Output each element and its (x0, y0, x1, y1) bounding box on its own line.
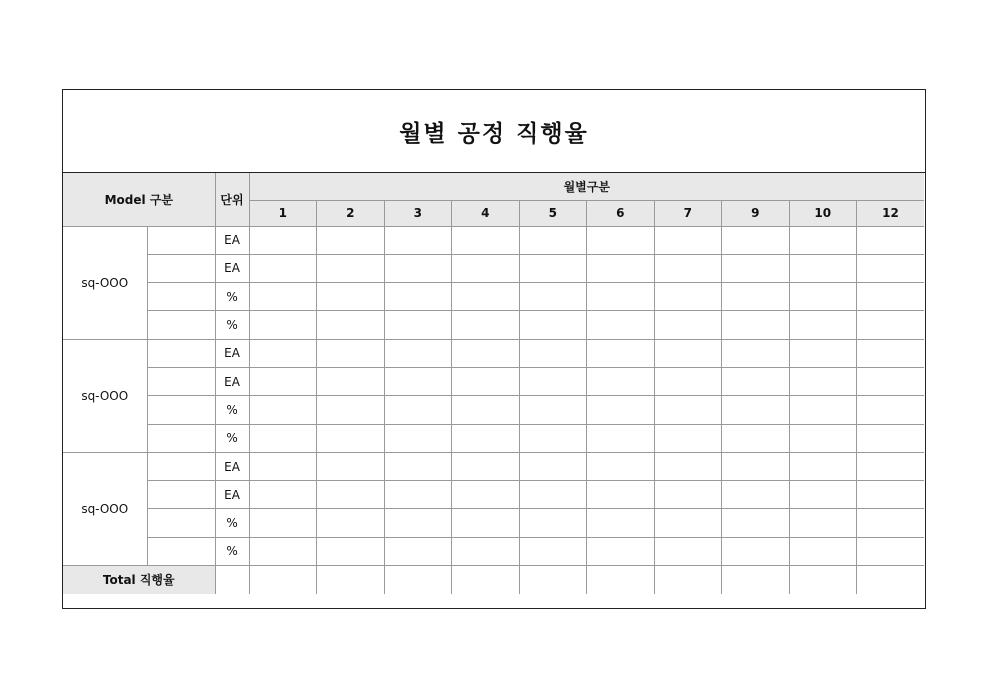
month-value-cell[interactable] (587, 254, 655, 282)
table-row (63, 424, 924, 452)
month-value-cell[interactable] (654, 537, 722, 565)
month-value-cell[interactable] (789, 367, 857, 395)
month-value-cell[interactable] (249, 452, 317, 480)
month-value-cell[interactable] (857, 339, 925, 367)
sub-item-cell[interactable] (147, 283, 215, 311)
month-value-cell[interactable] (654, 311, 722, 339)
total-value-cell[interactable] (384, 566, 452, 594)
month-group-header: 월별구분 (249, 173, 924, 200)
total-value-cell[interactable] (452, 566, 520, 594)
sub-item-cell[interactable] (147, 396, 215, 424)
month-header: 5 (519, 200, 587, 226)
month-value-cell[interactable] (789, 254, 857, 282)
month-value-cell[interactable] (249, 537, 317, 565)
month-value-cell[interactable] (519, 367, 587, 395)
month-value-cell[interactable] (789, 311, 857, 339)
yield-table (63, 173, 924, 594)
month-value-cell[interactable] (384, 424, 452, 452)
total-value-cell[interactable] (317, 566, 385, 594)
month-value-cell[interactable] (452, 396, 520, 424)
month-header: 4 (452, 200, 520, 226)
month-value-cell[interactable] (452, 254, 520, 282)
month-value-cell[interactable] (317, 339, 385, 367)
unit-cell: EA (215, 254, 249, 282)
month-value-cell[interactable] (722, 367, 790, 395)
table-row (63, 367, 924, 395)
month-value-cell[interactable] (317, 509, 385, 537)
month-value-cell[interactable] (722, 481, 790, 509)
sub-item-cell[interactable] (147, 509, 215, 537)
month-value-cell[interactable] (722, 283, 790, 311)
unit-cell: % (215, 311, 249, 339)
model-header: Model 구분 (63, 173, 215, 226)
table-row (63, 254, 924, 282)
total-unit-cell[interactable] (215, 566, 249, 594)
document-frame (62, 89, 926, 609)
total-value-cell[interactable] (249, 566, 317, 594)
month-value-cell[interactable] (317, 452, 385, 480)
month-value-cell[interactable] (587, 283, 655, 311)
unit-cell: EA (215, 452, 249, 480)
month-header: 1 (249, 200, 317, 226)
month-value-cell[interactable] (317, 424, 385, 452)
month-value-cell[interactable] (384, 367, 452, 395)
sub-item-cell[interactable] (147, 339, 215, 367)
month-value-cell[interactable] (857, 509, 925, 537)
month-value-cell[interactable] (384, 339, 452, 367)
month-value-cell[interactable] (722, 339, 790, 367)
month-value-cell[interactable] (249, 396, 317, 424)
month-value-cell[interactable] (452, 537, 520, 565)
month-value-cell[interactable] (317, 283, 385, 311)
month-value-cell[interactable] (857, 283, 925, 311)
unit-cell: % (215, 424, 249, 452)
unit-cell: % (215, 396, 249, 424)
month-value-cell[interactable] (587, 481, 655, 509)
table-row (63, 509, 924, 537)
month-value-cell[interactable] (857, 537, 925, 565)
month-value-cell[interactable] (789, 339, 857, 367)
month-header: 7 (654, 200, 722, 226)
month-value-cell[interactable] (654, 509, 722, 537)
month-value-cell[interactable] (654, 396, 722, 424)
month-value-cell[interactable] (249, 311, 317, 339)
page-title: 월별 공정 직행율 (399, 120, 589, 147)
total-value-cell[interactable] (857, 566, 925, 594)
month-header: 3 (384, 200, 452, 226)
sub-item-cell[interactable] (147, 226, 215, 254)
month-value-cell[interactable] (654, 283, 722, 311)
month-value-cell[interactable] (519, 509, 587, 537)
month-value-cell[interactable] (249, 481, 317, 509)
month-value-cell[interactable] (587, 509, 655, 537)
month-value-cell[interactable] (519, 396, 587, 424)
unit-cell: % (215, 283, 249, 311)
month-value-cell[interactable] (452, 481, 520, 509)
unit-cell: % (215, 509, 249, 537)
month-value-cell[interactable] (249, 254, 317, 282)
model-name-cell: sq-OOO (63, 226, 147, 339)
month-value-cell[interactable] (384, 481, 452, 509)
month-value-cell[interactable] (452, 226, 520, 254)
month-value-cell[interactable] (857, 481, 925, 509)
month-value-cell[interactable] (587, 339, 655, 367)
table-row (63, 311, 924, 339)
month-value-cell[interactable] (519, 311, 587, 339)
month-value-cell[interactable] (384, 254, 452, 282)
month-value-cell[interactable] (857, 254, 925, 282)
month-value-cell[interactable] (452, 452, 520, 480)
total-value-cell[interactable] (789, 566, 857, 594)
sub-item-cell[interactable] (147, 452, 215, 480)
month-header: 2 (317, 200, 385, 226)
month-value-cell[interactable] (722, 226, 790, 254)
month-value-cell[interactable] (384, 452, 452, 480)
month-value-cell[interactable] (249, 283, 317, 311)
month-header: 10 (789, 200, 857, 226)
month-value-cell[interactable] (789, 424, 857, 452)
unit-cell: EA (215, 226, 249, 254)
month-value-cell[interactable] (722, 537, 790, 565)
month-value-cell[interactable] (587, 424, 655, 452)
total-value-cell[interactable] (722, 566, 790, 594)
model-name-cell: sq-OOO (63, 339, 147, 452)
total-label: Total 직행율 (63, 566, 215, 594)
month-value-cell[interactable] (519, 339, 587, 367)
month-value-cell[interactable] (317, 311, 385, 339)
month-value-cell[interactable] (519, 226, 587, 254)
month-value-cell[interactable] (249, 339, 317, 367)
month-header: 6 (587, 200, 655, 226)
month-value-cell[interactable] (249, 424, 317, 452)
month-value-cell[interactable] (384, 226, 452, 254)
month-value-cell[interactable] (789, 537, 857, 565)
month-value-cell[interactable] (519, 283, 587, 311)
month-value-cell[interactable] (317, 396, 385, 424)
month-value-cell[interactable] (384, 283, 452, 311)
table-row (63, 396, 924, 424)
month-value-cell[interactable] (857, 367, 925, 395)
month-value-cell[interactable] (452, 367, 520, 395)
title-box (63, 90, 925, 173)
table-row (63, 283, 924, 311)
month-value-cell[interactable] (249, 226, 317, 254)
unit-cell: % (215, 537, 249, 565)
table-row (63, 537, 924, 565)
unit-cell: EA (215, 481, 249, 509)
month-value-cell[interactable] (654, 339, 722, 367)
model-name-cell: sq-OOO (63, 452, 147, 565)
month-header: 9 (722, 200, 790, 226)
month-value-cell[interactable] (722, 396, 790, 424)
month-value-cell[interactable] (587, 367, 655, 395)
unit-header: 단위 (215, 173, 249, 226)
month-value-cell[interactable] (654, 367, 722, 395)
month-value-cell[interactable] (317, 226, 385, 254)
month-value-cell[interactable] (587, 396, 655, 424)
total-value-cell[interactable] (654, 566, 722, 594)
month-value-cell[interactable] (789, 226, 857, 254)
month-value-cell[interactable] (519, 424, 587, 452)
month-value-cell[interactable] (587, 226, 655, 254)
sub-item-cell[interactable] (147, 311, 215, 339)
month-value-cell[interactable] (452, 339, 520, 367)
month-value-cell[interactable] (249, 367, 317, 395)
month-value-cell[interactable] (789, 481, 857, 509)
month-value-cell[interactable] (789, 509, 857, 537)
month-value-cell[interactable] (722, 452, 790, 480)
month-value-cell[interactable] (654, 452, 722, 480)
sub-item-cell[interactable] (147, 481, 215, 509)
month-value-cell[interactable] (452, 283, 520, 311)
month-header: 12 (857, 200, 925, 226)
month-value-cell[interactable] (857, 424, 925, 452)
total-value-cell[interactable] (519, 566, 587, 594)
table-row (63, 452, 924, 480)
month-value-cell[interactable] (789, 452, 857, 480)
month-value-cell[interactable] (857, 311, 925, 339)
month-value-cell[interactable] (722, 424, 790, 452)
month-value-cell[interactable] (384, 537, 452, 565)
month-value-cell[interactable] (857, 396, 925, 424)
unit-cell: EA (215, 339, 249, 367)
table-row (63, 226, 924, 254)
month-value-cell[interactable] (722, 311, 790, 339)
month-value-cell[interactable] (249, 509, 317, 537)
month-value-cell[interactable] (519, 481, 587, 509)
month-value-cell[interactable] (519, 452, 587, 480)
month-value-cell[interactable] (789, 396, 857, 424)
month-value-cell[interactable] (654, 424, 722, 452)
month-value-cell[interactable] (654, 254, 722, 282)
month-value-cell[interactable] (722, 254, 790, 282)
month-value-cell[interactable] (317, 254, 385, 282)
month-value-cell[interactable] (384, 311, 452, 339)
month-value-cell[interactable] (384, 396, 452, 424)
table-row (63, 339, 924, 367)
total-row (63, 566, 924, 594)
month-value-cell[interactable] (654, 226, 722, 254)
month-value-cell[interactable] (317, 367, 385, 395)
sub-item-cell[interactable] (147, 254, 215, 282)
month-value-cell[interactable] (722, 509, 790, 537)
unit-cell: EA (215, 367, 249, 395)
month-value-cell[interactable] (857, 226, 925, 254)
month-value-cell[interactable] (587, 537, 655, 565)
total-value-cell[interactable] (587, 566, 655, 594)
sub-item-cell[interactable] (147, 424, 215, 452)
table-row (63, 481, 924, 509)
sub-item-cell[interactable] (147, 537, 215, 565)
month-value-cell[interactable] (452, 424, 520, 452)
month-value-cell[interactable] (317, 537, 385, 565)
month-value-cell[interactable] (519, 537, 587, 565)
month-value-cell[interactable] (519, 254, 587, 282)
month-value-cell[interactable] (452, 311, 520, 339)
month-value-cell[interactable] (452, 509, 520, 537)
month-value-cell[interactable] (384, 509, 452, 537)
month-value-cell[interactable] (654, 481, 722, 509)
month-value-cell[interactable] (857, 452, 925, 480)
month-value-cell[interactable] (317, 481, 385, 509)
month-value-cell[interactable] (587, 311, 655, 339)
month-value-cell[interactable] (587, 452, 655, 480)
sub-item-cell[interactable] (147, 367, 215, 395)
month-value-cell[interactable] (789, 283, 857, 311)
